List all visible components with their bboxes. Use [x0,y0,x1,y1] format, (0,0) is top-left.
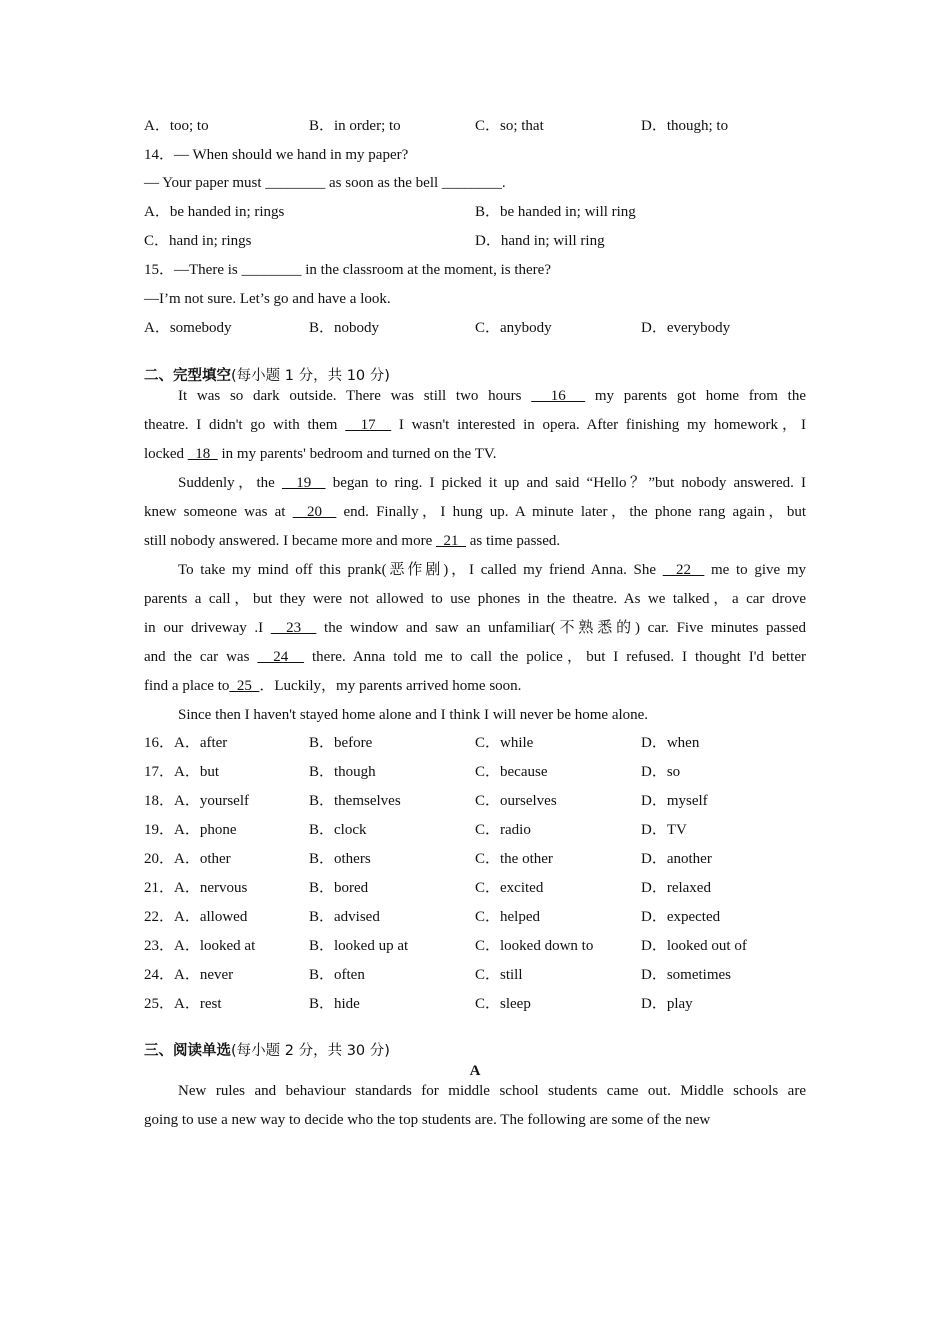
blank-17: 17 [345,417,392,433]
option: 17．A．but [144,764,220,780]
passage-label: A [469,1063,481,1079]
passage-line [144,527,806,556]
option: B．bored [309,880,369,896]
option: 19．A．phone [144,822,237,838]
blank-21: 21 [436,533,466,549]
passage-text: in my parents' bedroom and turned on the TV. [217,446,497,462]
option: B．clock [309,822,367,838]
option: 18．A．yourself [144,793,249,809]
option: D．everybody [641,320,731,336]
option: 20．A．other [144,851,231,867]
reading-line: New rules and behaviour standards for middle school students came out. Middle schools are [178,1083,806,1099]
cloze-question-19 [144,816,806,845]
q14-options-row2 [144,227,806,256]
option: C．anybody [475,320,552,336]
option: B．looked up at [309,938,409,954]
option: 16．A．after [144,735,228,751]
option: D．though; to [641,118,729,134]
option: D．TV [641,822,687,838]
option: 21．A．nervous [144,880,248,896]
passage-text: me to give my [704,562,806,578]
option: B．in order; to [309,118,401,134]
option: C．ourselves [475,793,557,809]
passage-text: my parents got home from the [585,388,806,404]
blank-20: 20 [292,504,337,520]
cloze-question-18 [144,787,806,816]
blank-23: 23 [270,620,317,636]
option: C．so; that [475,118,544,134]
passage-text: still nobody answered. I became more and more [144,533,436,549]
option: 24．A．never [144,967,234,983]
option: A．be handed in; rings [144,204,285,220]
option: C．because [475,764,548,780]
option: B．advised [309,909,380,925]
cloze-question-16 [144,729,806,758]
reading-line: going to use a new way to decide who the top students are. The following are some of the new [144,1112,711,1128]
option: C．still [475,967,523,983]
option: C．sleep [475,996,531,1012]
option: B．themselves [309,793,401,809]
option: D．when [641,735,700,751]
passage-line [144,701,806,730]
q14-question: 14．— When should we hand in my paper? [144,147,409,163]
option: C．the other [475,851,553,867]
option: C．excited [475,880,544,896]
cloze-question-17 [144,758,806,787]
passage-text: end. Finally，I hung up. A minute later，the phone rang again，but [336,504,806,520]
option: B．though [309,764,376,780]
q15-options [144,314,806,343]
option: B．hide [309,996,360,1012]
passage-line [144,672,806,701]
cloze-question-25 [144,990,806,1019]
passage-text: ．Luckily，my parents arrived home soon. [259,678,522,694]
option: 22．A．allowed [144,909,248,925]
option: C．hand in; rings [144,233,252,249]
cloze-question-20 [144,845,806,874]
option: 25．A．rest [144,996,222,1012]
passage-text: parents a call，but they were not allowed to use phones in the theatre. As we talked，a car drove [144,591,806,607]
cloze-question-24 [144,961,806,990]
q15-answer: —I’m not sure. Let’s go and have a look. [144,291,391,307]
passage-text: find a place to [144,678,230,694]
option: C．radio [475,822,531,838]
passage-text: knew someone was at [144,504,293,520]
q14-options-row1 [144,198,806,227]
passage-text: began to ring. I picked it up and said “Hello？”but nobody answered. I [325,475,806,491]
passage-text: Suddenly，the [178,475,282,491]
section-title: 二、完型填空 [144,368,231,384]
section-note: (每小题 2 分，共 30 分) [231,1043,390,1059]
option: C．helped [475,909,540,925]
passage-text: theatre. I didn't go with them [144,417,346,433]
option: D．expected [641,909,721,925]
option: D．relaxed [641,880,711,896]
blank-25: 25 [229,678,260,694]
passage-text: To take my mind off this prank(恶作剧)，I called my friend Anna. She [178,562,663,578]
passage-line [144,498,806,527]
passage-text: locked [144,446,188,462]
passage-line [144,614,806,643]
passage-line [144,585,806,614]
q14-answer: — Your paper must ________ as soon as the bell ________. [144,175,506,191]
passage-text: I wasn't interested in opera. After finishing my homework，I [391,417,807,433]
blank-19: 19 [281,475,326,491]
passage-line [144,382,806,411]
option: D．another [641,851,712,867]
cloze-question-23 [144,932,806,961]
blank-22: 22 [662,562,705,578]
q13-options [144,112,806,141]
option: D．so [641,764,681,780]
option: D．hand in; will ring [475,233,605,249]
q15-question: 15．—There is ________ in the classroom at the moment, is there? [144,262,551,278]
passage-line [144,469,806,498]
option: 23．A．looked at [144,938,256,954]
option: A．too; to [144,118,209,134]
passage-line [144,411,806,440]
passage-text: there. Anna told me to call the police，but I refused. I thought I'd better [304,649,807,665]
option: B．others [309,851,371,867]
option: D．play [641,996,693,1012]
passage-text: It was so dark outside. There was still two hours [178,388,532,404]
section-title: 三、阅读单选 [144,1043,231,1059]
option: C．while [475,735,534,751]
option: B．nobody [309,320,380,336]
option: D．sometimes [641,967,731,983]
passage-text: Since then I haven't stayed home alone and I think I will never be home alone. [178,707,649,723]
option: D．looked out of [641,938,747,954]
passage-line [144,440,806,469]
option: B．often [309,967,365,983]
passage-text: in our driveway .I [144,620,271,636]
blank-24: 24 [257,649,305,665]
blank-16: 16 [531,388,586,404]
option: C．looked down to [475,938,594,954]
passage-line [144,556,806,585]
passage-line [144,643,806,672]
cloze-question-22 [144,903,806,932]
passage-text: and the car was [144,649,258,665]
option: B．be handed in; will ring [475,204,636,220]
cloze-question-21 [144,874,806,903]
option: A．somebody [144,320,232,336]
blank-18: 18 [187,446,218,462]
option: D．myself [641,793,708,809]
passage-text: as time passed. [466,533,561,549]
option: B．before [309,735,373,751]
section-note: (每小题 1 分，共 10 分) [231,368,390,384]
passage-text: the window and saw an unfamiliar(不熟悉的) car. Five minutes passed [316,620,807,636]
